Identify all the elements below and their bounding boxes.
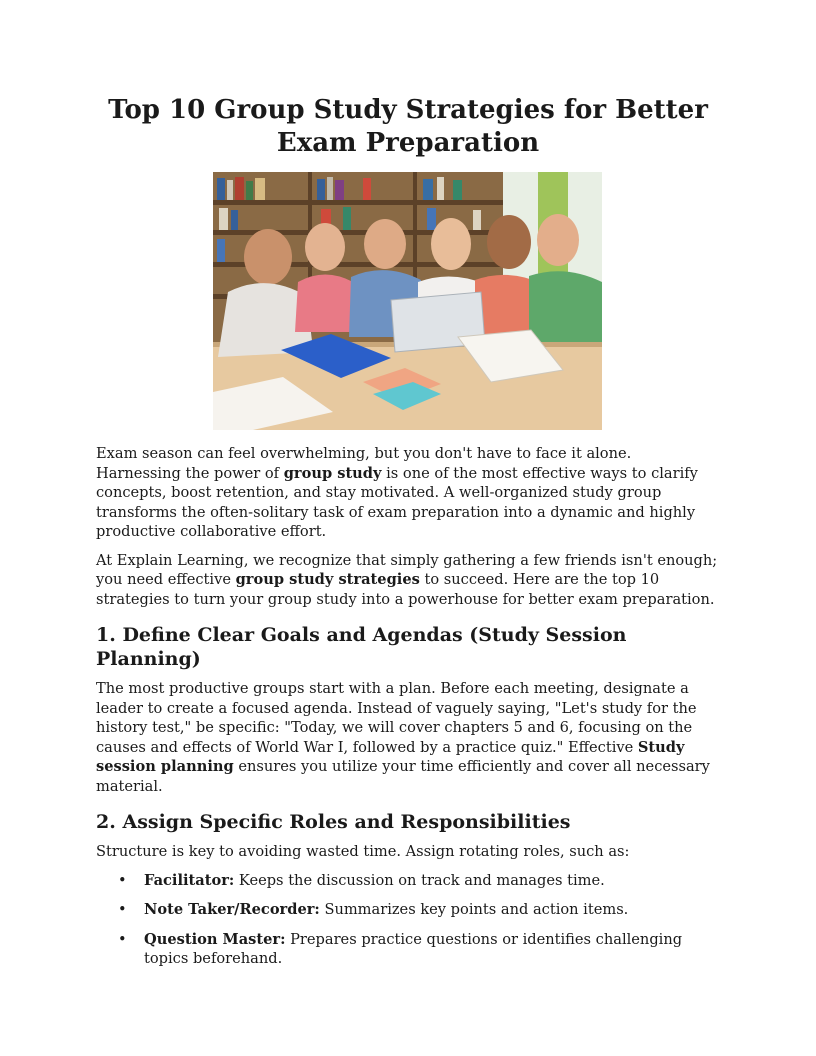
role-description: Keeps the discussion on track and manages time. [234, 871, 605, 889]
roles-list [96, 871, 720, 969]
role-description: Prepares practice questions or identifies challenging topics beforehand. [144, 930, 683, 967]
section-1-text: The most productive groups start with a plan. Before each meeting, designate a leader to create a focused agenda. Instead of vaguely saying, "Let's study for the history test," be specific: "Today, we will cover chapters 5 and 6, focusing on the causes and effects of World War I, followed by a practice quiz." Effective [96, 680, 697, 756]
section-1-text-end: ensures you utilize your time efficiently and cover all necessary material. [96, 758, 710, 795]
role-term: Facilitator: [144, 871, 235, 889]
section-1-paragraph [96, 679, 720, 796]
bullet-icon: • [118, 930, 127, 948]
students-group-study-photo [213, 172, 602, 430]
section-2-heading: 2. Assign Specific Roles and Responsibilities [96, 811, 571, 833]
section-1-heading: 1. Define Clear Goals and Agendas (Study Session Planning) [96, 624, 627, 670]
role-term: Note Taker/Recorder: [144, 901, 320, 918]
intro-paragraph-2 [96, 551, 720, 610]
intro-2-bold: group study strategies [235, 571, 420, 588]
bullet-icon: • [118, 871, 127, 889]
role-description: Summarizes key points and action items. [319, 901, 629, 918]
page-title: Top 10 Group Study Strategies for Better Exam Preparation [108, 95, 708, 158]
role-term: Question Master: [144, 930, 286, 948]
section-2-lead: Structure is key to avoiding wasted time. Assign rotating roles, such as: [96, 843, 630, 860]
article-body [96, 444, 720, 979]
intro-1-bold: group study [283, 464, 382, 482]
intro-1-text: Exam season can feel overwhelming, but you don't have to face it alone. Harnessing the power of [96, 445, 632, 482]
list-item [96, 930, 720, 969]
intro-1-text-end: is one of the most effective ways to clarify concepts, boost retention, and stay motivated. A well-organized study group transforms the often-solitary task of exam preparation into a dynamic and highly productive collaborative effort. [96, 464, 698, 540]
intro-2-text-end: to succeed. Here are the top 10 strategies to turn your group study into a powerhouse for better exam preparation. [96, 571, 715, 608]
list-item [96, 871, 720, 891]
list-item [96, 900, 720, 920]
intro-paragraph-1 [96, 444, 720, 542]
bullet-icon: • [118, 901, 127, 918]
intro-2-text: At Explain Learning, we recognize that simply gathering a few friends isn't enough; you need effective [96, 551, 718, 588]
section-1-bold: Study session planning [96, 738, 685, 775]
